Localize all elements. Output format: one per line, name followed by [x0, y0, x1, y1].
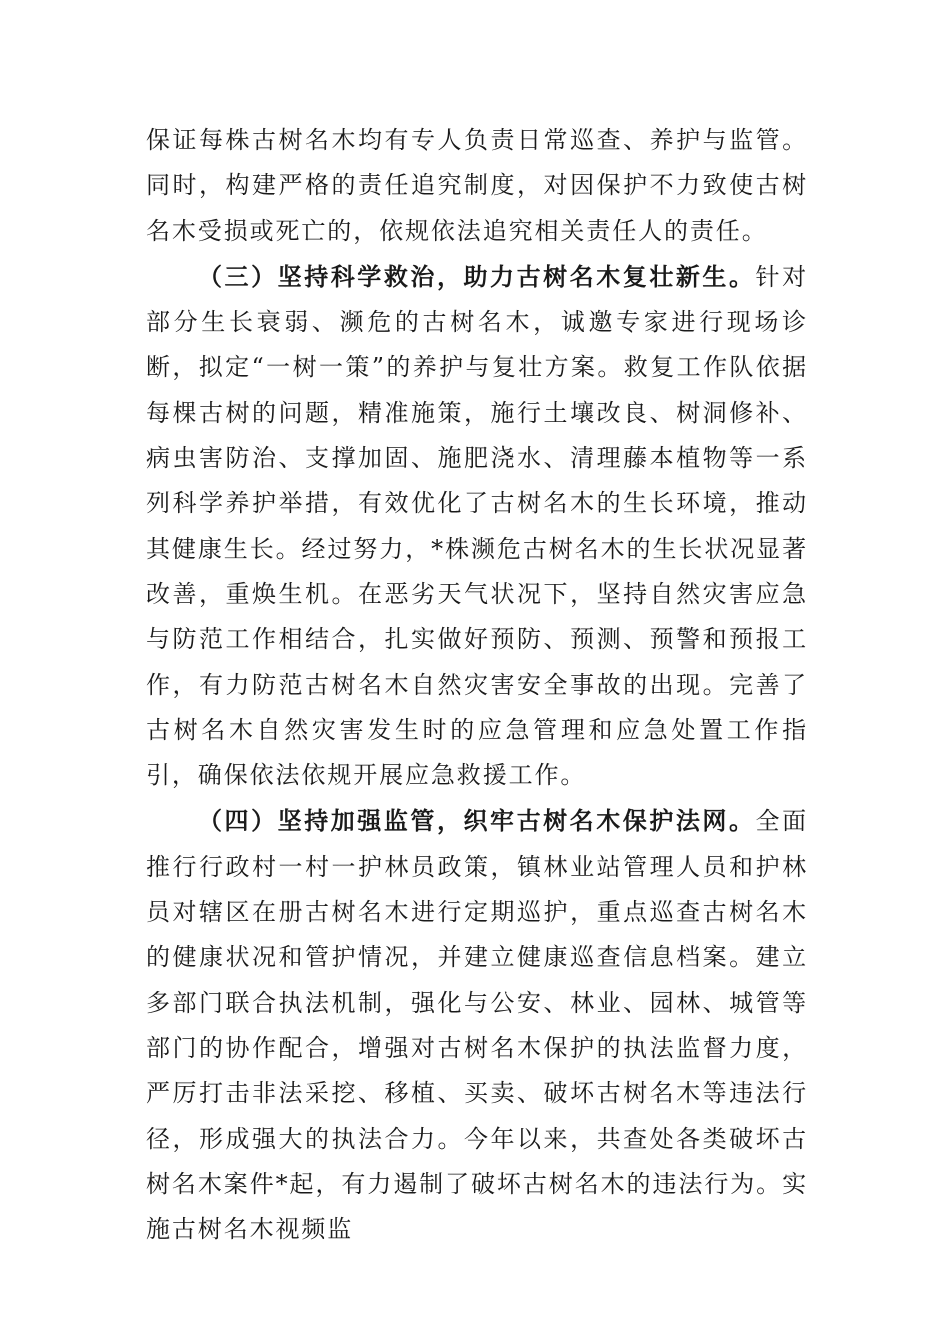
- section-3-heading: （三）坚持科学救治，助力古树名木复壮新生。: [198, 261, 756, 291]
- section-4-text: 全面推行行政村一村一护林员政策，镇林业站管理人员和护林员对辖区在册古树名木进行定期巡护，重点巡查古树名木的健康状况和管护情况，并建立健康巡查信息档案。建立多部门联合执法机制，强化与公安、林业、园林、城管等部门的协作配合，增强对古树名木保护的执法监督力度，严厉打击非法采挖、移植、买卖、破坏古树名木等违法行径，形成强大的执法合力。今年以来，共查处各类破坏古树名木案件*起，有力遏制了破坏古树名木的违法行为。实施古树名木视频监: [146, 807, 808, 1244]
- paragraph-1-text: 保证每株古树名木均有专人负责日常巡查、养护与监管。同时，构建严格的责任追究制度，对因保护不力致使古树名木受损或死亡的，依规依法追究相关责任人的责任。: [146, 126, 808, 245]
- document-body: [146, 118, 808, 1252]
- paragraph-section-4: [146, 798, 808, 1252]
- section-3-text: 针对部分生长衰弱、濒危的古树名木，诚邀专家进行现场诊断，拟定“一树一策”的养护与复壮方案。救复工作队依据每棵古树的问题，精准施策，施行土壤改良、树洞修补、病虫害防治、支撑加固、施肥浇水、清理藤本植物等一系列科学养护举措，有效优化了古树名木的生长环境，推动其健康生长。经过努力，*株濒危古树名木的生长状况显著改善，重焕生机。在恶劣天气状况下，坚持自然灾害应急与防范工作相结合，扎实做好预防、预测、预警和预报工作，有力防范古树名木自然灾害安全事故的出现。完善了古树名木自然灾害发生时的应急管理和应急处置工作指引，确保依法依规开展应急救援工作。: [146, 262, 808, 790]
- paragraph-continuation: [146, 118, 808, 254]
- paragraph-section-3: [146, 254, 808, 799]
- section-4-heading: （四）坚持加强监管，织牢古树名木保护法网。: [198, 806, 756, 836]
